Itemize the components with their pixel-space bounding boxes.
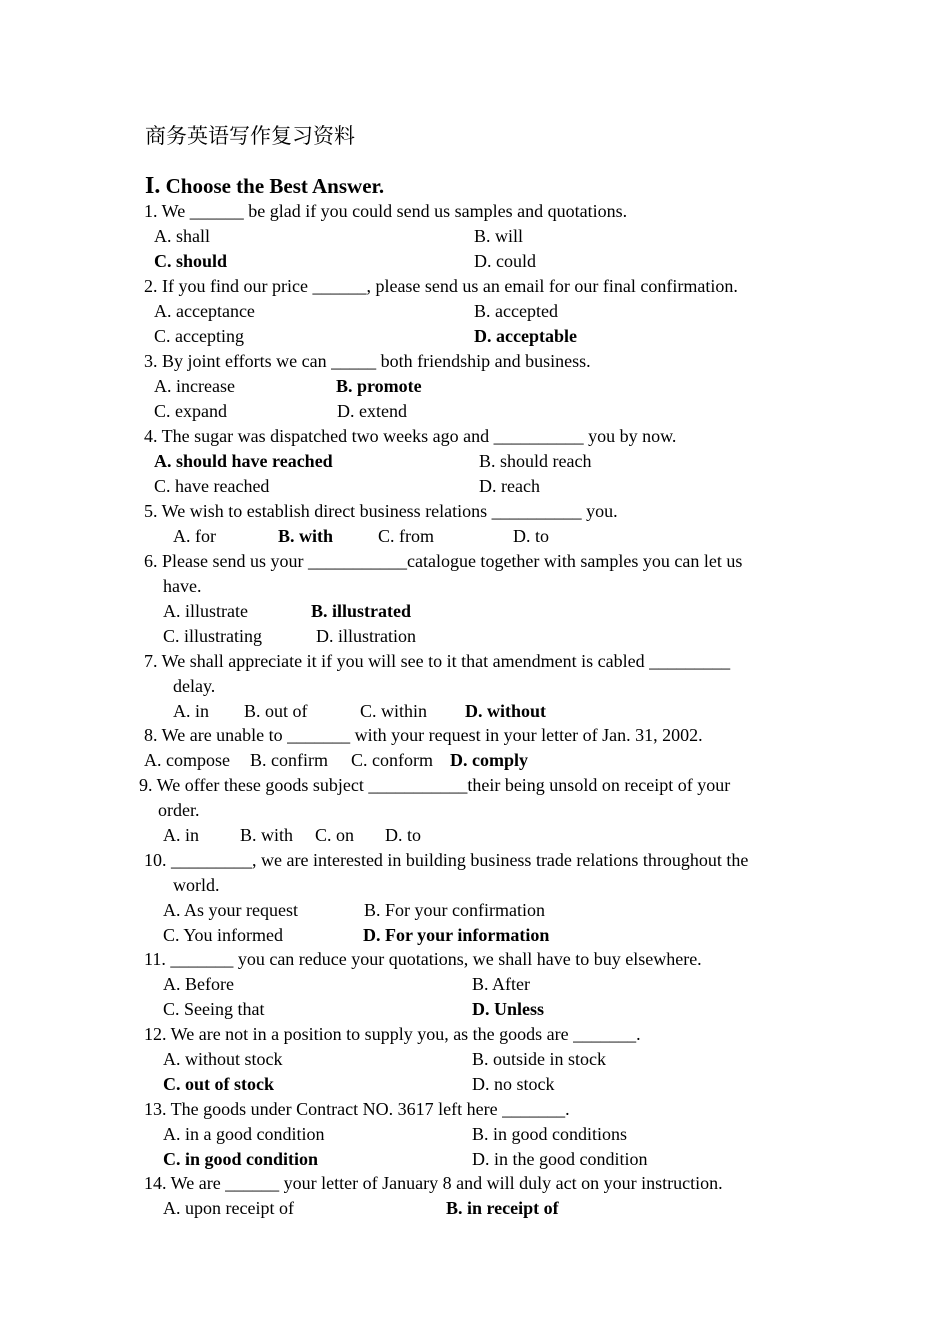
- option: D. to: [513, 526, 549, 546]
- question-stem: 7. We shall appreciate it if you will see to it that amendment is cabled _________: [144, 651, 731, 671]
- option: A. Before: [163, 974, 234, 994]
- question-stem-continuation: world.: [173, 875, 220, 895]
- option: D. extend: [337, 401, 407, 421]
- option: C. conform: [351, 750, 433, 770]
- question-stem: 6. Please send us your ___________catalogue together with samples you can let us: [144, 551, 743, 571]
- question-stem: 9. We offer these goods subject ___________their being unsold on receipt of your: [139, 775, 731, 795]
- option: A. in: [163, 825, 199, 845]
- option: C. have reached: [154, 476, 270, 496]
- option-answer: D. acceptable: [474, 326, 577, 346]
- option: B. out of: [244, 701, 308, 721]
- option: B. accepted: [474, 301, 558, 321]
- option: C. You informed: [163, 925, 284, 945]
- question-stem: 13. The goods under Contract NO. 3617 left here _______.: [144, 1099, 570, 1119]
- option: B. After: [472, 974, 530, 994]
- question-stem-continuation: have.: [163, 576, 202, 596]
- option: D. illustration: [316, 626, 416, 646]
- option: D. in the good condition: [472, 1149, 648, 1169]
- question-stem-continuation: order.: [158, 800, 200, 820]
- option-answer: A. should have reached: [154, 451, 333, 471]
- section-roman-numeral: I.: [145, 173, 161, 199]
- question-stem: 8. We are unable to _______ with your request in your letter of Jan. 31, 2002.: [144, 725, 703, 745]
- option: A. shall: [154, 226, 210, 246]
- option: B. outside in stock: [472, 1049, 606, 1069]
- question-stem: 5. We wish to establish direct business relations __________ you.: [144, 501, 618, 521]
- section-heading: [145, 174, 384, 199]
- option: C. expand: [154, 401, 227, 421]
- option: B. For your confirmation: [364, 900, 545, 920]
- question-stem: 1. We ______ be glad if you could send us samples and quotations.: [144, 201, 628, 221]
- option-answer: C. in good condition: [163, 1149, 319, 1169]
- option: D. could: [474, 251, 536, 271]
- question-stem: 14. We are ______ your letter of January 8 and will duly act on your instruction.: [144, 1173, 723, 1193]
- option: B. confirm: [250, 750, 328, 770]
- option: B. should reach: [479, 451, 592, 471]
- question-stem: 3. By joint efforts we can _____ both friendship and business.: [144, 351, 591, 371]
- question-stem: 11. _______ you can reduce your quotations, we shall have to buy elsewhere.: [144, 949, 702, 969]
- option-answer: B. with: [278, 526, 334, 546]
- option: A. without stock: [163, 1049, 283, 1069]
- question-stem: 2. If you find our price ______, please send us an email for our final confirmation.: [144, 276, 738, 296]
- option: C. on: [315, 825, 355, 845]
- option: C. accepting: [154, 326, 244, 346]
- option: B. in good conditions: [472, 1124, 628, 1144]
- option: D. to: [385, 825, 421, 845]
- question-stem: 4. The sugar was dispatched two weeks ago and __________ you by now.: [144, 426, 677, 446]
- option: D. no stock: [472, 1074, 555, 1094]
- option: C. from: [378, 526, 434, 546]
- option: A. increase: [154, 376, 235, 396]
- question-stem: 12. We are not in a position to supply you, as the goods are _______.: [144, 1024, 641, 1044]
- option: A. compose: [144, 750, 230, 770]
- option-answer: D. without: [465, 701, 547, 721]
- option: B. will: [474, 226, 524, 246]
- document-title: 商务英语写作复习资料: [145, 124, 355, 148]
- option: D. reach: [479, 476, 540, 496]
- option-answer: B. promote: [336, 376, 422, 396]
- option: C. within: [360, 701, 428, 721]
- option: C. Seeing that: [163, 999, 265, 1019]
- option: A. for: [173, 526, 216, 546]
- option: A. in: [173, 701, 209, 721]
- option: A. As your request: [163, 900, 298, 920]
- option-answer: B. in receipt of: [446, 1198, 559, 1218]
- option-answer: C. out of stock: [163, 1074, 274, 1094]
- option-answer: D. comply: [450, 750, 528, 770]
- question-stem-continuation: delay.: [173, 676, 216, 696]
- option: A. in a good condition: [163, 1124, 325, 1144]
- option: A. upon receipt of: [163, 1198, 294, 1218]
- option: A. illustrate: [163, 601, 248, 621]
- option: B. with: [240, 825, 294, 845]
- option: A. acceptance: [154, 301, 255, 321]
- option-answer: B. illustrated: [311, 601, 412, 621]
- option: C. illustrating: [163, 626, 262, 646]
- option-answer: D. For your information: [363, 925, 550, 945]
- option-answer: C. should: [154, 251, 228, 271]
- section-heading-text: Choose the Best Answer.: [160, 174, 385, 198]
- option-answer: D. Unless: [472, 999, 545, 1019]
- question-stem: 10. _________, we are interested in building business trade relations throughout the: [144, 850, 749, 870]
